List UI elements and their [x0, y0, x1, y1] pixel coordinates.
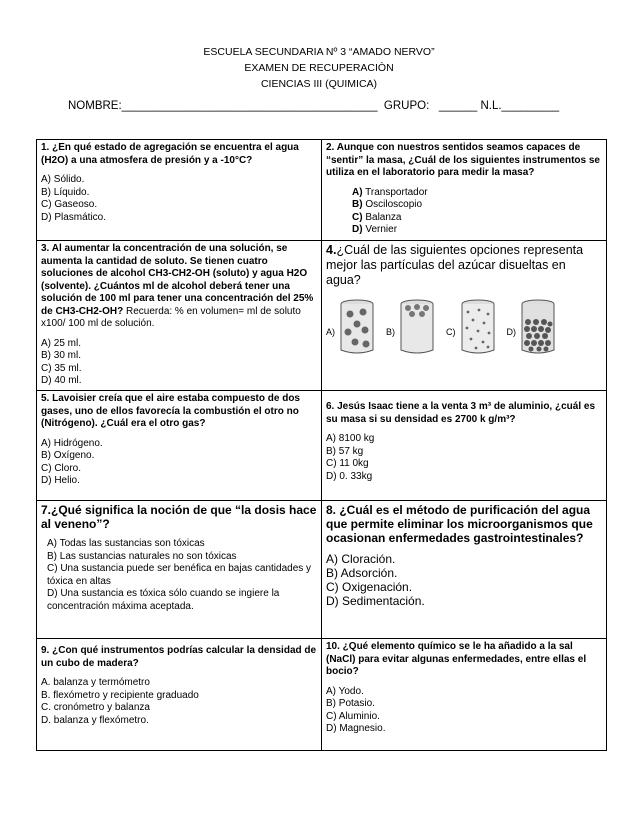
q8-option-d[interactable]: D) Sedimentación. [326, 594, 425, 608]
q7-option-c[interactable]: C) Una sustancia puede ser benéfica en bajas cantidades y tóxica en altas [47, 563, 312, 587]
q6-option-a[interactable]: A) 8100 kg [326, 433, 375, 444]
q8-option-b[interactable]: B) Adsorción. [326, 566, 398, 580]
q10-option-d[interactable]: D) Magnesio. [326, 723, 386, 734]
q2-option-a[interactable]: A) Transportador [352, 186, 428, 198]
q5-option-b[interactable]: B) Oxígeno. [41, 450, 95, 461]
question-9-text: 9. ¿Con qué instrumentos podrías calcular la densidad de un cubo de madera? [41, 645, 317, 669]
exam-title: EXAMEN DE RECUPERACIÒN [244, 62, 394, 74]
q4-option-a[interactable] [326, 298, 376, 356]
student-info-row [68, 100, 559, 112]
question-10-text: 10. ¿Qué elemento químico se le ha añadido a la sal (NaCl) para evitar algunas enfermedades, entre ellas el bocio? [326, 641, 587, 677]
q5-option-d[interactable]: D) Helio. [41, 475, 80, 486]
beaker-label-b: B) [386, 326, 395, 337]
question-1-text: 1. ¿En qué estado de agregación se encuentra el agua (H2O) a una atmosfera de presión y a -10°C? [41, 142, 299, 166]
beaker-d-packed-particles [519, 298, 557, 356]
q7-option-a[interactable]: A) Todas las sustancias son tóxicas [47, 538, 205, 549]
question-3-text: 3. Al aumentar la concentración de una solución, se aumenta la cantidad de soluto. Se tienen cuatro soluciones de alcohol CH3-CH2-OH (soluto) y agua H2O (solvente). ¿Cuántos ml de alcohol deberá tener una solución de 100 ml para tener una concentración del 25% de CH3-CH2-OH? Recuerda: % en volumen= ml de soluto x100/ 100 ml de solución. [41, 243, 314, 329]
q3-option-d[interactable]: D) 40 ml. [41, 375, 82, 386]
question-4 [322, 241, 607, 391]
q7-option-b[interactable]: B) Las sustancias naturales no son tóxicas [47, 550, 237, 562]
beaker-a-large-particles [338, 298, 376, 356]
beaker-b-settled-particles [398, 298, 436, 356]
question-9 [37, 639, 322, 751]
q10-option-a[interactable]: A) Yodo. [326, 685, 364, 697]
q9-option-a[interactable]: A. balanza y termómetro [41, 677, 150, 688]
q10-option-b[interactable]: B) Potasio. [326, 698, 375, 709]
name-field[interactable]: NOMBRE:________________________________________ [68, 100, 378, 112]
q8-option-a[interactable]: A) Cloración. [326, 552, 396, 566]
question-2 [322, 140, 607, 241]
q2-option-d[interactable]: D) Vernier [352, 224, 398, 235]
question-3 [37, 241, 322, 391]
q4-option-b[interactable] [386, 298, 436, 356]
beaker-c-dispersed-particles [459, 298, 497, 356]
q4-option-c[interactable] [446, 298, 497, 356]
questions-table [36, 139, 607, 751]
q6-option-c[interactable]: C) 11 0kg [326, 458, 369, 469]
question-6-text: 6. Jesús Isaac tiene a la venta 3 m³ de aluminio, ¿cuál es su masa si su densidad es 2700 k g/m³? [326, 401, 596, 425]
question-10 [322, 639, 607, 751]
beaker-options [326, 298, 602, 356]
question-8-text: 8. ¿Cuál es el método de purificación del agua que permite eliminar los microorganismos que ocasionan enfermedades gastrointestinales? [326, 503, 593, 545]
question-5 [37, 391, 322, 501]
q1-option-a[interactable]: A) Sólido. [41, 174, 85, 185]
q1-option-c[interactable]: C) Gaseoso. [41, 199, 98, 210]
q3-option-a[interactable]: A) 25 ml. [41, 337, 82, 349]
q9-option-d[interactable]: D. balanza y flexómetro. [41, 714, 149, 726]
question-5-text: 5. Lavoisier creía que el aire estaba compuesto de dos gases, uno de ellos favorecía la combustión el otro no (Nitrógeno). ¿Cuál era el otro gas? [41, 393, 300, 429]
beaker-label-d: D) [506, 326, 516, 337]
q6-option-b[interactable]: B) 57 kg [326, 445, 364, 457]
q9-option-c[interactable]: C. cronómetro y balanza [41, 702, 150, 713]
beaker-label-a: A) [326, 326, 335, 337]
q8-option-c[interactable]: C) Oxigenación. [326, 580, 413, 594]
q2-option-b[interactable]: B) Osciloscopio [352, 199, 423, 210]
q3-option-b[interactable]: B) 30 ml. [41, 350, 82, 361]
group-field[interactable]: ______ [438, 100, 478, 112]
school-name: ESCUELA SECUNDARIA Nº 3 “AMADO NERVO” [203, 46, 435, 58]
subject-title: CIENCIAS III (QUIMICA) [260, 78, 378, 90]
q9-option-b[interactable]: B. flexómetro y recipiente graduado [41, 689, 199, 701]
list-number-field[interactable]: N.L._________ [480, 100, 560, 112]
question-7-text: 7.¿Qué significa la noción de que “la dosis hace al veneno”? [41, 503, 317, 531]
question-1 [37, 140, 322, 241]
q5-option-c[interactable]: C) Cloro. [41, 462, 82, 474]
q5-option-a[interactable]: A) Hidrógeno. [41, 437, 103, 449]
q1-option-d[interactable]: D) Plasmático. [41, 211, 107, 223]
question-7 [37, 501, 322, 639]
q1-option-b[interactable]: B) Líquido. [41, 186, 90, 198]
beaker-label-c: C) [446, 326, 456, 337]
question-6 [322, 391, 607, 501]
q7-option-d[interactable]: D) Una sustancia es tóxica sólo cuando se ingiere la concentración máxima aceptada. [47, 588, 280, 612]
exam-header [0, 44, 638, 92]
q6-option-d[interactable]: D) 0. 33kg [326, 470, 373, 482]
q3-option-c[interactable]: C) 35 ml. [41, 362, 82, 374]
q4-option-d[interactable] [507, 298, 558, 356]
question-2-text: 2. Aunque con nuestros sentidos seamos capaces de “sentir” la masa, ¿Cuál de los siguientes instrumentos se utiliza en el laboratorio para medir la masa? [326, 142, 600, 178]
question-4-text: 4.¿Cuál de las siguientes opciones representa mejor las partículas del azúcar disueltas en agua? [326, 243, 584, 287]
group-label: GRUPO: [383, 100, 430, 112]
q3-hint: Recuerda: % en volumen= ml de soluto x100/ 100 ml de solución. [41, 305, 301, 329]
q2-option-c[interactable]: C) Balanza [352, 211, 402, 223]
q10-option-c[interactable]: C) Aluminio. [326, 710, 380, 722]
question-8 [322, 501, 607, 639]
